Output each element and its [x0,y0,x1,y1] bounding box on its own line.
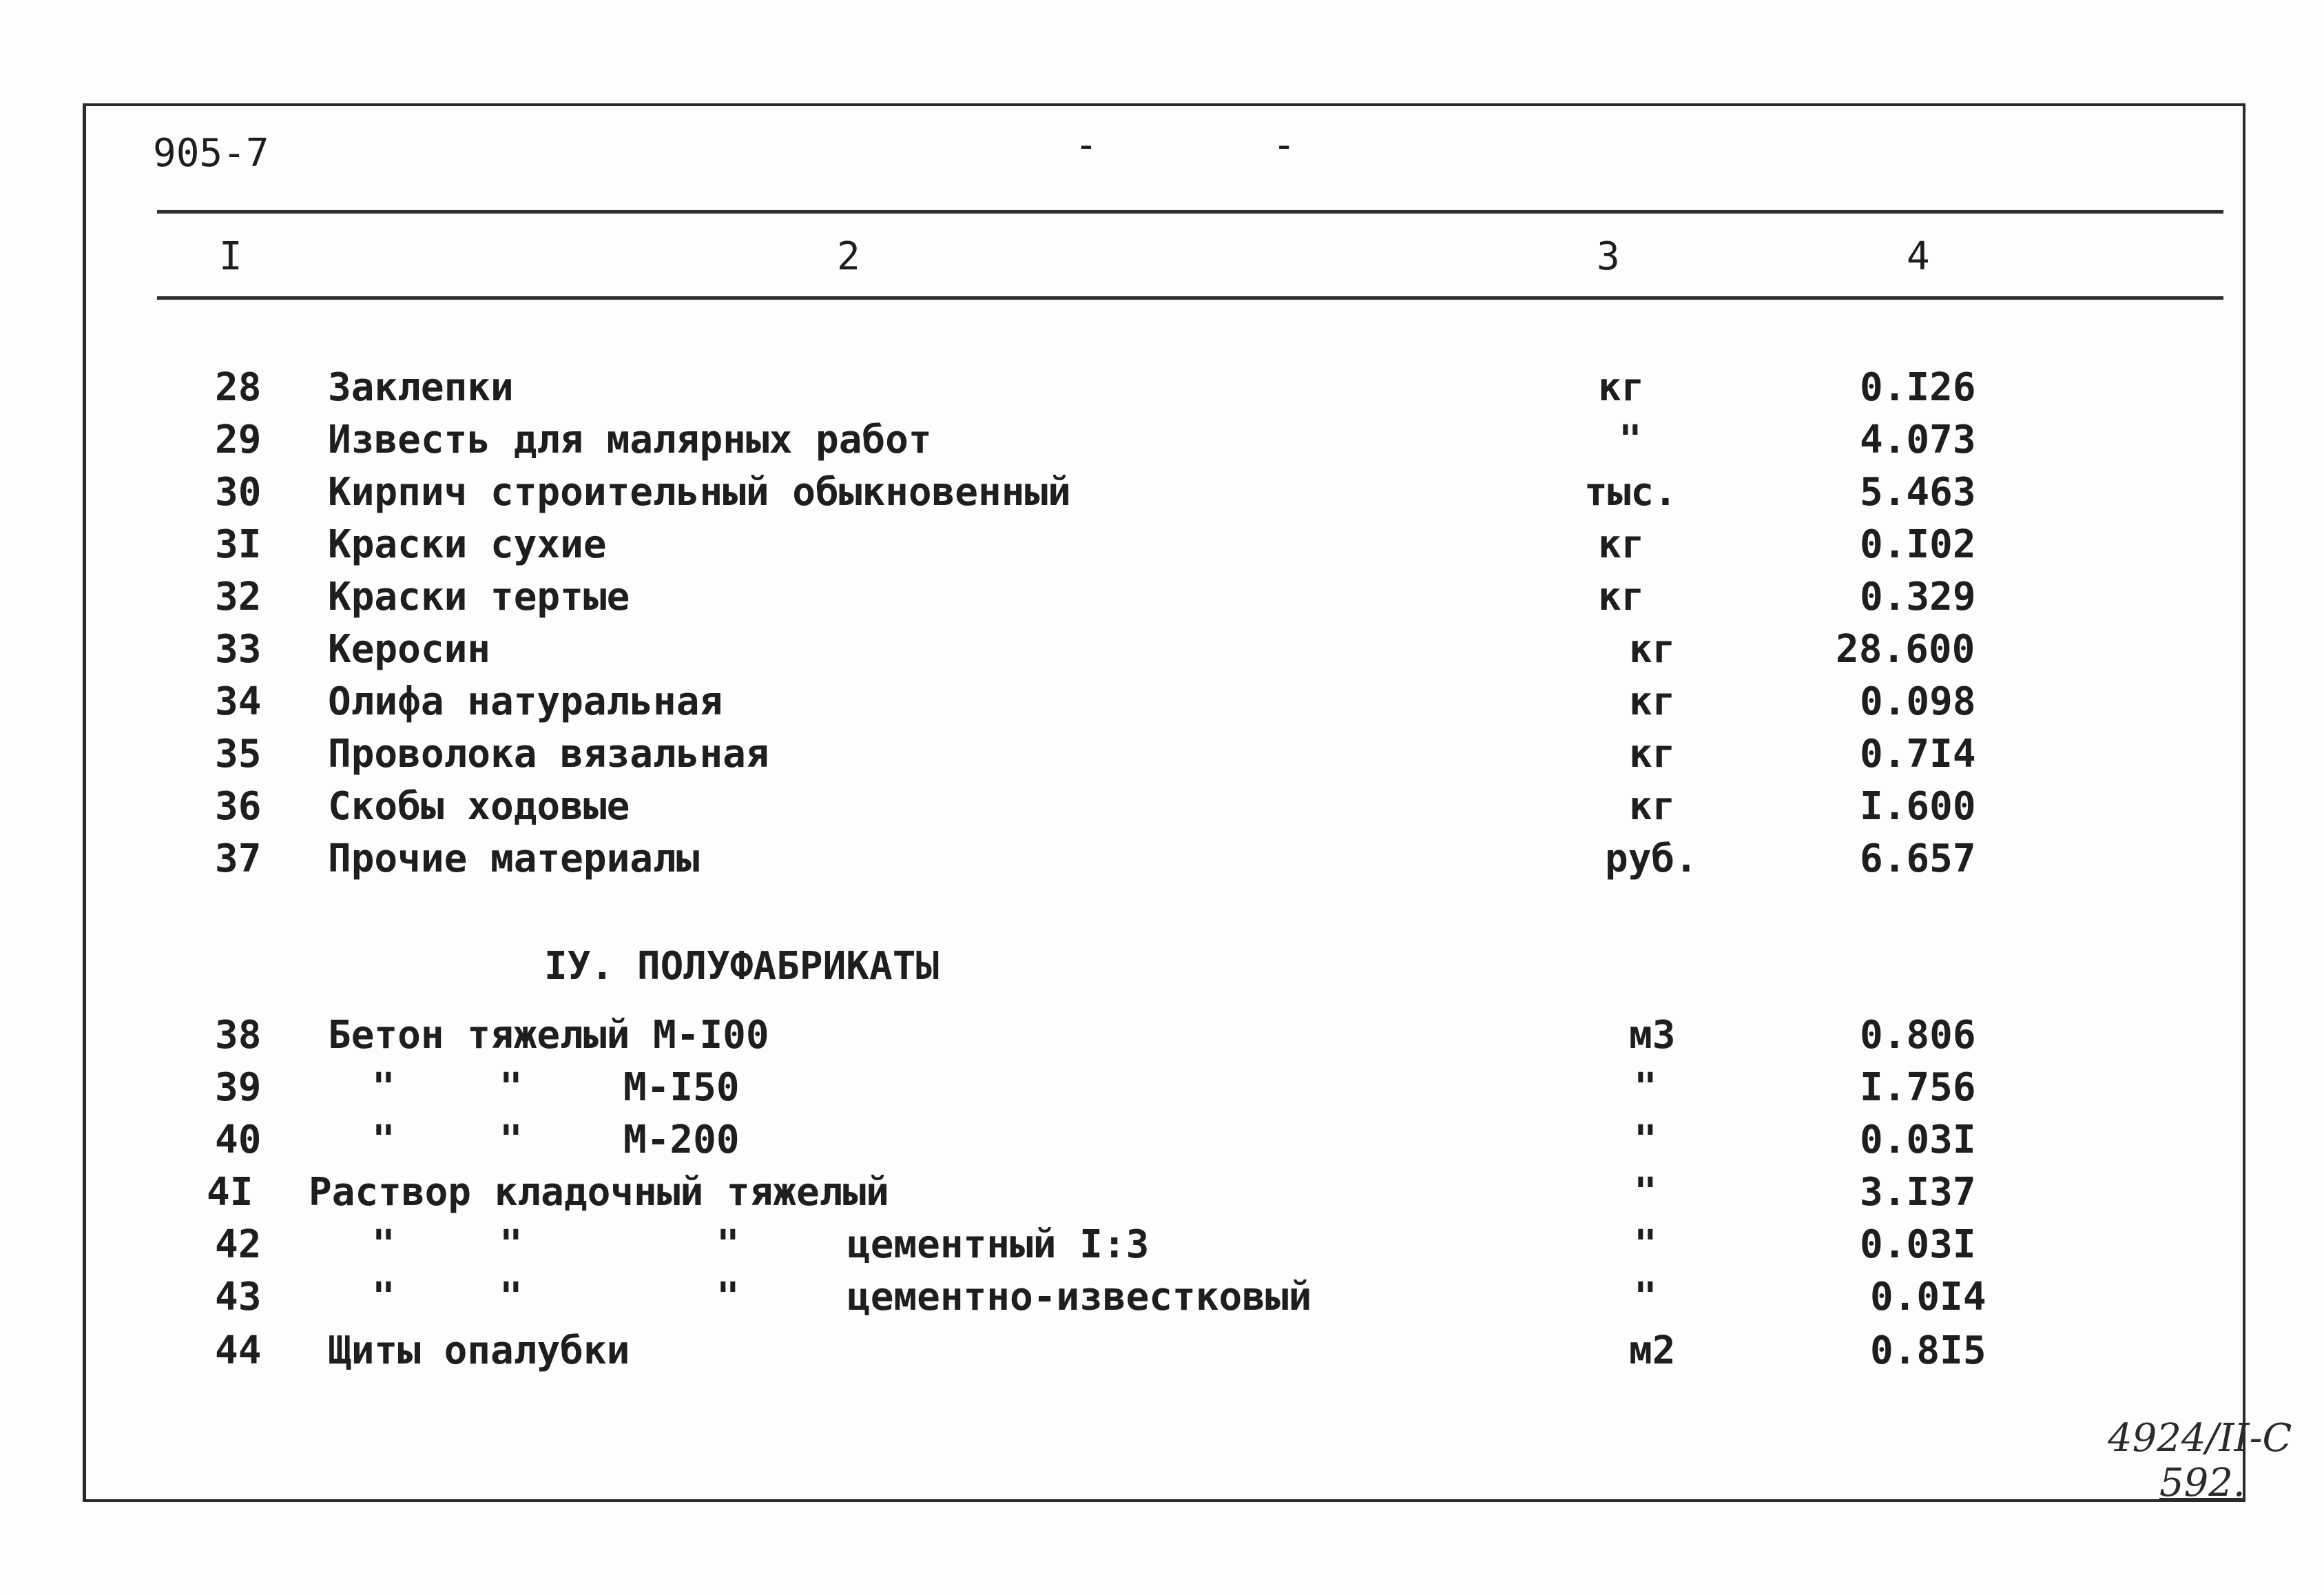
row-name: Прочие материалы [328,836,700,881]
row-quantity: I.756 [1860,1065,1976,1110]
row-quantity: 0.03I [1860,1118,1976,1162]
row-name: Кирпич строительный обыкновенный [328,470,1071,515]
row-quantity: 0.8I5 [1870,1328,1986,1373]
row-quantity: 28.600 [1836,627,1975,672]
table-row [0,575,2324,627]
section-title: IУ. ПОЛУФАБРИКАТЫ [544,944,940,989]
row-name: Олифа натуральная [328,679,723,724]
row-unit: " [1634,1065,1657,1110]
row-quantity: 5.463 [1860,470,1976,515]
table-row [0,1275,2324,1327]
row-name: Керосин [328,627,491,672]
ditto-mark: " [372,1275,395,1319]
ditto-mark: " [372,1065,395,1110]
table-row [0,1170,2324,1222]
row-name: Краски тертые [328,575,630,619]
table-row [0,522,2324,575]
row-quantity: I.600 [1860,784,1976,829]
row-name: Известь для малярных работ [328,418,932,462]
column-header-3: 3 [1597,234,1620,279]
ditto-mark: " [499,1222,523,1267]
row-quantity: 0.0I4 [1870,1275,1986,1319]
ditto-mark: " [372,1222,395,1267]
row-number: 37 [215,836,262,881]
row-unit: " [1634,1170,1657,1215]
row-unit: " [1634,1275,1657,1319]
row-unit: кг [1629,784,1676,829]
ditto-mark: " [499,1118,523,1162]
row-number: 38 [215,1013,262,1058]
table-row [0,679,2324,732]
row-unit: руб. [1605,836,1698,881]
row-subtype: цементный I:3 [847,1222,1150,1267]
row-unit: кг [1629,732,1676,776]
row-unit: кг [1598,575,1645,619]
row-number: 43 [215,1275,262,1319]
row-quantity: 6.657 [1860,836,1976,881]
row-number: 36 [215,784,262,829]
row-number: 29 [215,418,262,462]
ditto-mark: " [372,1118,395,1162]
column-header-2: 2 [837,234,860,279]
table-row [0,627,2324,679]
row-unit: " [1619,418,1642,462]
row-quantity: 0.806 [1860,1013,1976,1058]
row-number: 42 [215,1222,262,1267]
table-row [0,836,2324,889]
header-bottom-rule [157,296,2223,300]
column-header-4: 4 [1907,234,1930,279]
table-row [0,418,2324,470]
row-unit: кг [1598,522,1645,567]
row-subtype: цементно-известковый [847,1275,1312,1319]
ditto-mark: " [499,1275,523,1319]
row-unit: " [1634,1222,1657,1267]
table-row [0,732,2324,784]
row-quantity: 4.073 [1860,418,1976,462]
row-number: 28 [215,365,262,410]
row-unit: м3 [1629,1013,1676,1058]
column-header-1: I [219,234,242,279]
header-top-rule [157,210,2223,214]
table-row [0,365,2324,418]
row-number: 34 [215,679,262,724]
row-quantity: 0.I02 [1860,522,1976,567]
table-row [0,784,2324,836]
row-number: 30 [215,470,262,515]
row-quantity: 0.329 [1860,575,1976,619]
row-unit: " [1634,1118,1657,1162]
row-name: Заклепки [328,365,514,410]
row-name: Краски сухие [328,522,607,567]
row-number: 32 [215,575,262,619]
handwritten-archive-number: 4924/II-С [2108,1416,2292,1461]
row-number: 44 [215,1328,262,1373]
row-number: 40 [215,1118,262,1162]
handwritten-page-number: 592. [2159,1461,2245,1505]
row-unit: м2 [1629,1328,1676,1373]
ditto-mark: " [499,1065,523,1110]
row-quantity: 0.03I [1860,1222,1976,1267]
row-grade: М-I50 [623,1065,740,1110]
table-row [0,1222,2324,1275]
row-name: Скобы ходовые [328,784,630,829]
row-name: Щиты опалубки [328,1328,630,1373]
row-unit: кг [1629,679,1676,724]
table-row [0,1118,2324,1170]
page-number-dashes: - - [1075,123,1372,167]
table-row [0,1013,2324,1065]
row-unit: кг [1629,627,1676,672]
row-grade: М-200 [623,1118,740,1162]
row-quantity: 0.7I4 [1860,732,1976,776]
row-quantity: 0.098 [1860,679,1976,724]
row-quantity: 3.I37 [1860,1170,1976,1215]
document-code: 905-7 [153,131,269,176]
row-unit: тыс. [1584,470,1677,515]
ditto-mark: " [716,1222,740,1267]
row-number: 35 [215,732,262,776]
row-number: 39 [215,1065,262,1110]
table-row [0,1065,2324,1118]
row-unit: кг [1598,365,1645,410]
row-name: Раствор кладочный тяжелый [309,1170,889,1215]
row-number: 3I [215,522,262,567]
row-name: Бетон тяжелый М-I00 [328,1013,769,1058]
table-row [0,1328,2324,1381]
row-quantity: 0.I26 [1860,365,1976,410]
row-name: Проволока вязальная [328,732,769,776]
ditto-mark: " [716,1275,740,1319]
row-number: 4I [207,1170,253,1215]
table-row [0,470,2324,522]
row-number: 33 [215,627,262,672]
